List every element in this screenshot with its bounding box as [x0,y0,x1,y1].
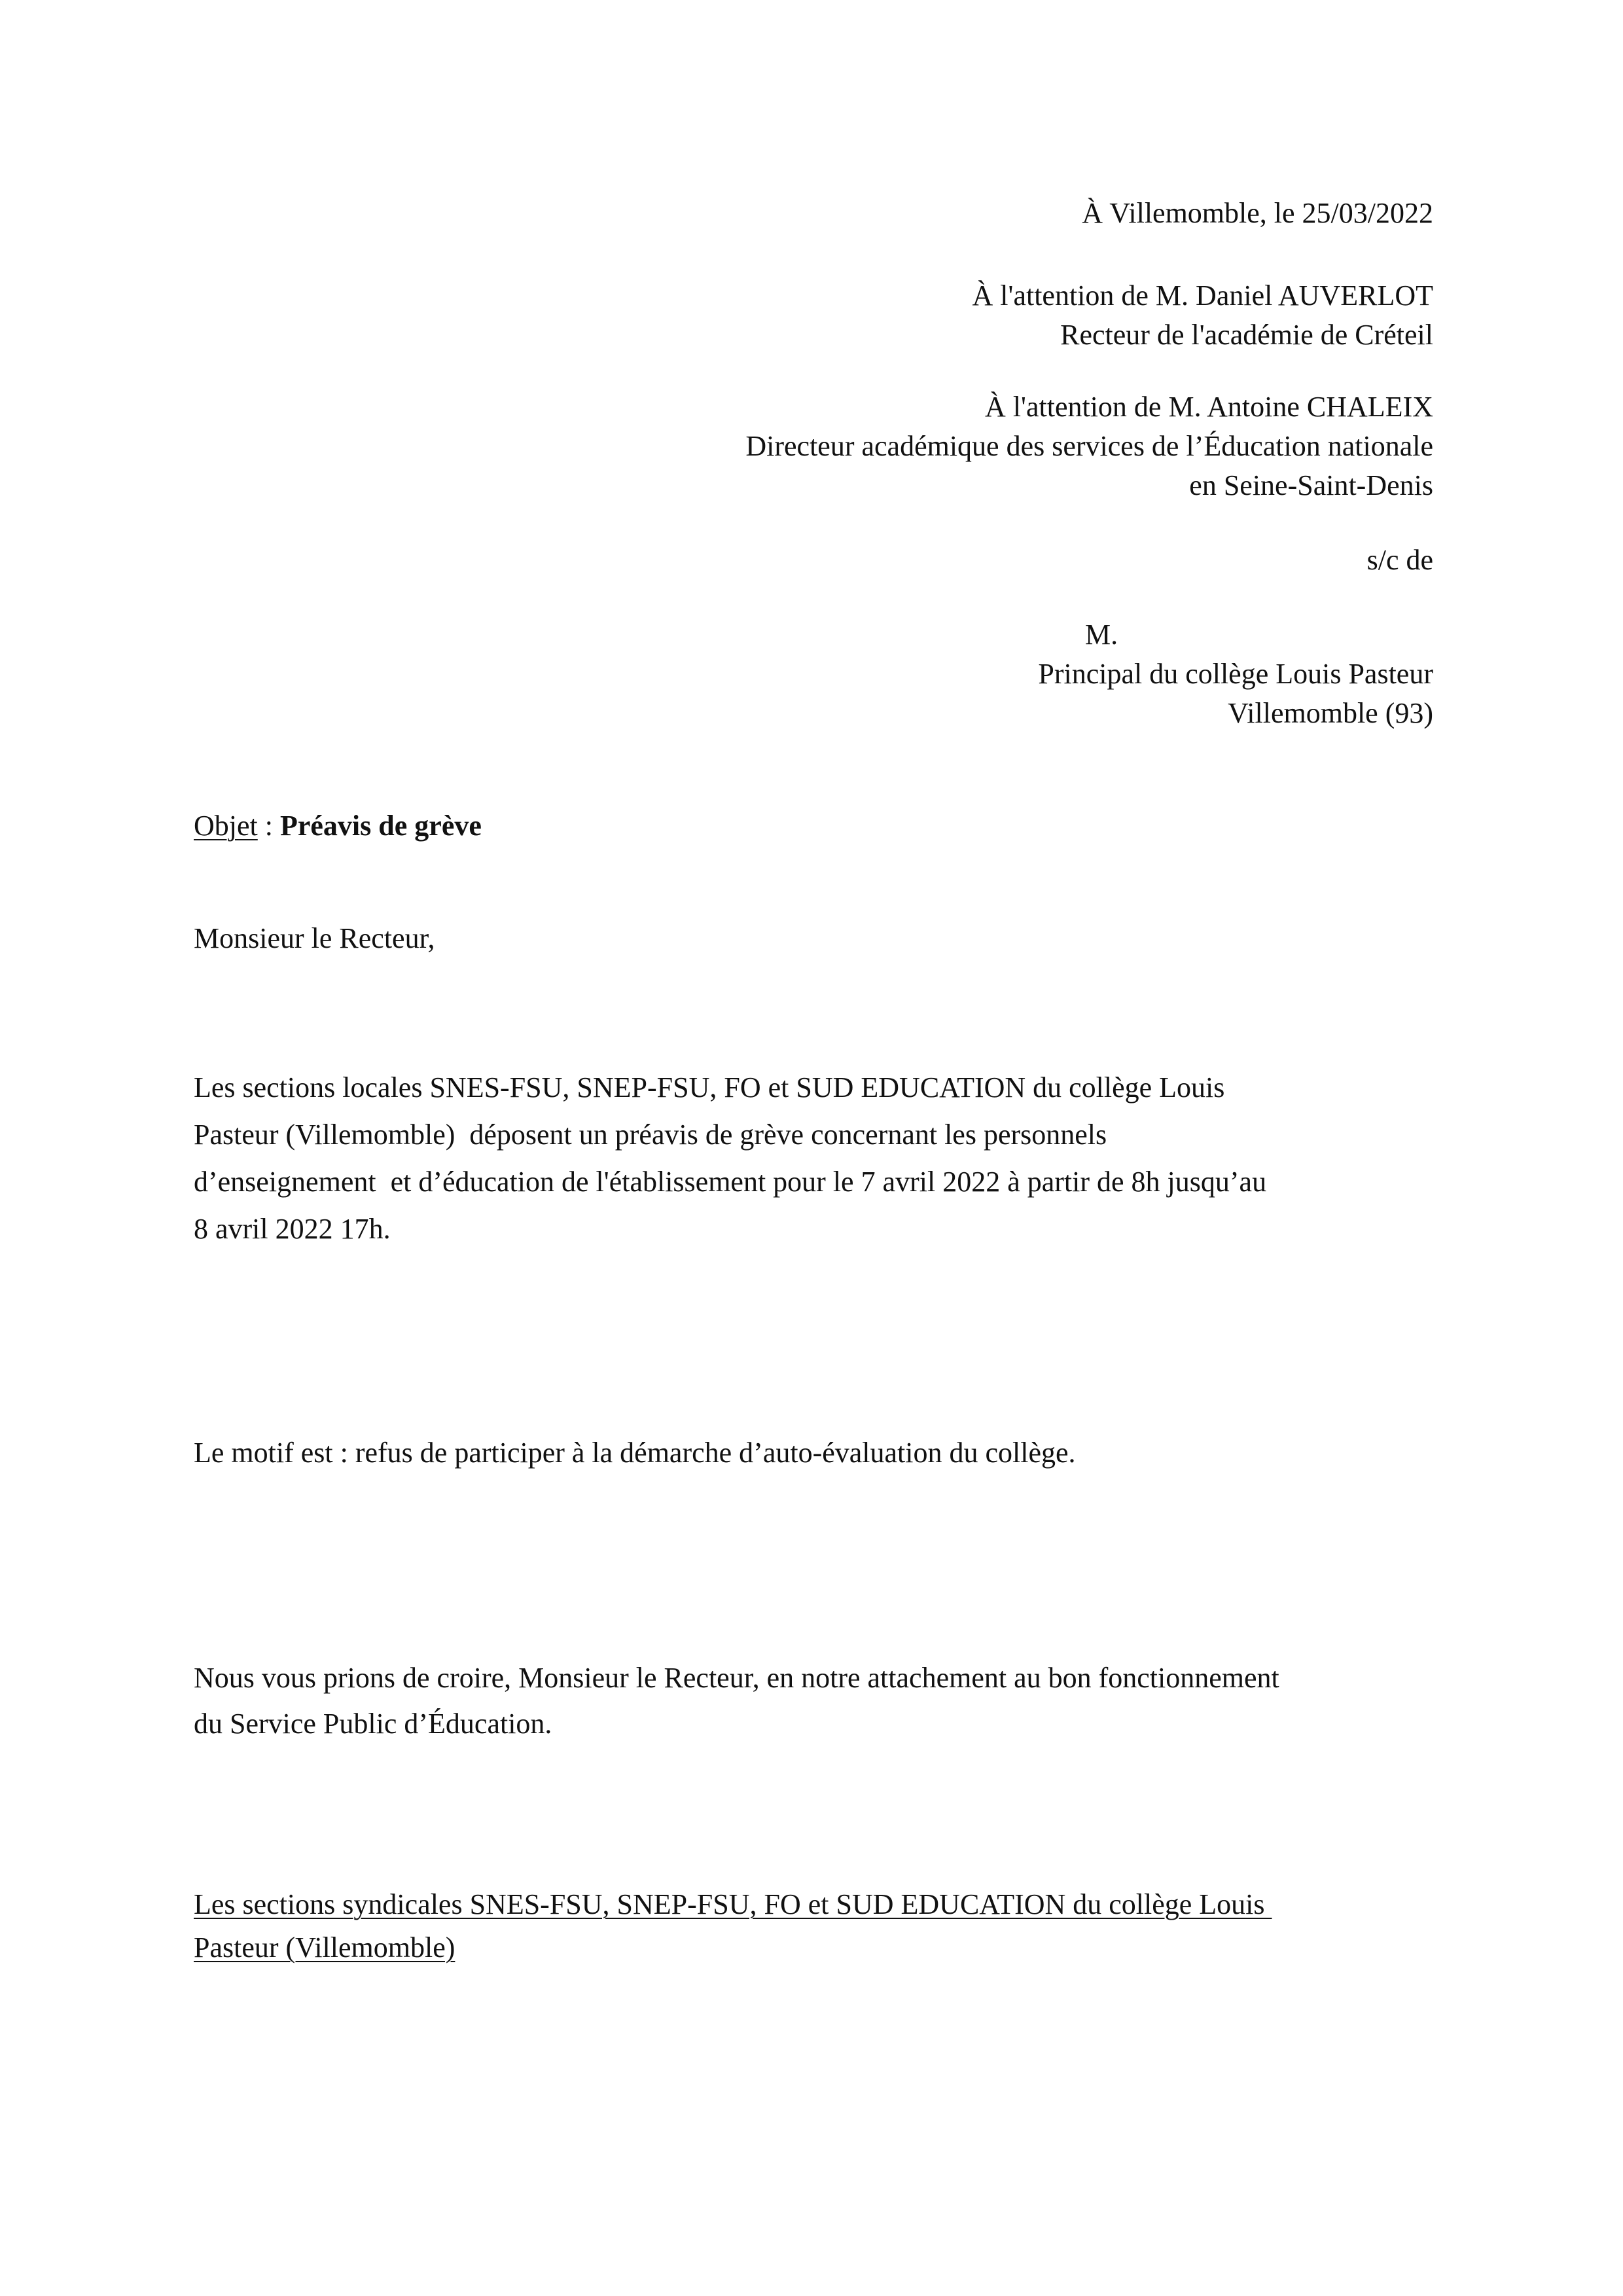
principal-place: Villemomble (93) [1228,697,1433,729]
recipient1-name: À l'attention de M. Daniel AUVERLOT [972,279,1433,312]
principal-name: M. [1085,619,1118,651]
recipient2-title-line2: en Seine-Saint-Denis [1189,469,1433,501]
salutation: Monsieur le Recteur, [194,922,435,954]
paragraph1-line3: d’enseignement et d’éducation de l'établissement pour le 7 avril 2022 à partir de 8h jusqu’au [194,1166,1267,1198]
subject-line [194,806,482,846]
paragraph3-line1: Nous vous prions de croire, Monsieur le Recteur, en notre attachement au bon fonctionnement [194,1662,1279,1694]
signature-line1: Les sections syndicales SNES-FSU, SNEP-FSU, FO et SUD EDUCATION du collège Louis [194,1888,1272,1920]
paragraph3-line2: du Service Public d’Éducation. [194,1708,552,1740]
subject-value: Préavis de grève [280,810,482,842]
recipient2-title-line1: Directeur académique des services de l’Éducation nationale [745,430,1433,462]
paragraph1-line1: Les sections locales SNES-FSU, SNEP-FSU, FO et SUD EDUCATION du collège Louis [194,1071,1225,1103]
paragraph1-line2: Pasteur (Villemomble) déposent un préavis de grève concernant les personnels [194,1119,1107,1151]
sous-couvert: s/c de [1366,544,1433,576]
recipient2-name: À l'attention de M. Antoine CHALEIX [985,391,1433,423]
paragraph2: Le motif est : refus de participer à la démarche d’auto-évaluation du collège. [194,1437,1076,1469]
signature-line2: Pasteur (Villemomble) [194,1931,455,1964]
subject-label: Objet [194,810,258,842]
recipient1-title: Recteur de l'académie de Créteil [1060,319,1433,351]
principal-title: Principal du collège Louis Pasteur [1038,658,1433,690]
subject-separator: : [257,810,280,842]
place-date: À Villemomble, le 25/03/2022 [1082,197,1433,229]
paragraph1-line4: 8 avril 2022 17h. [194,1213,391,1245]
